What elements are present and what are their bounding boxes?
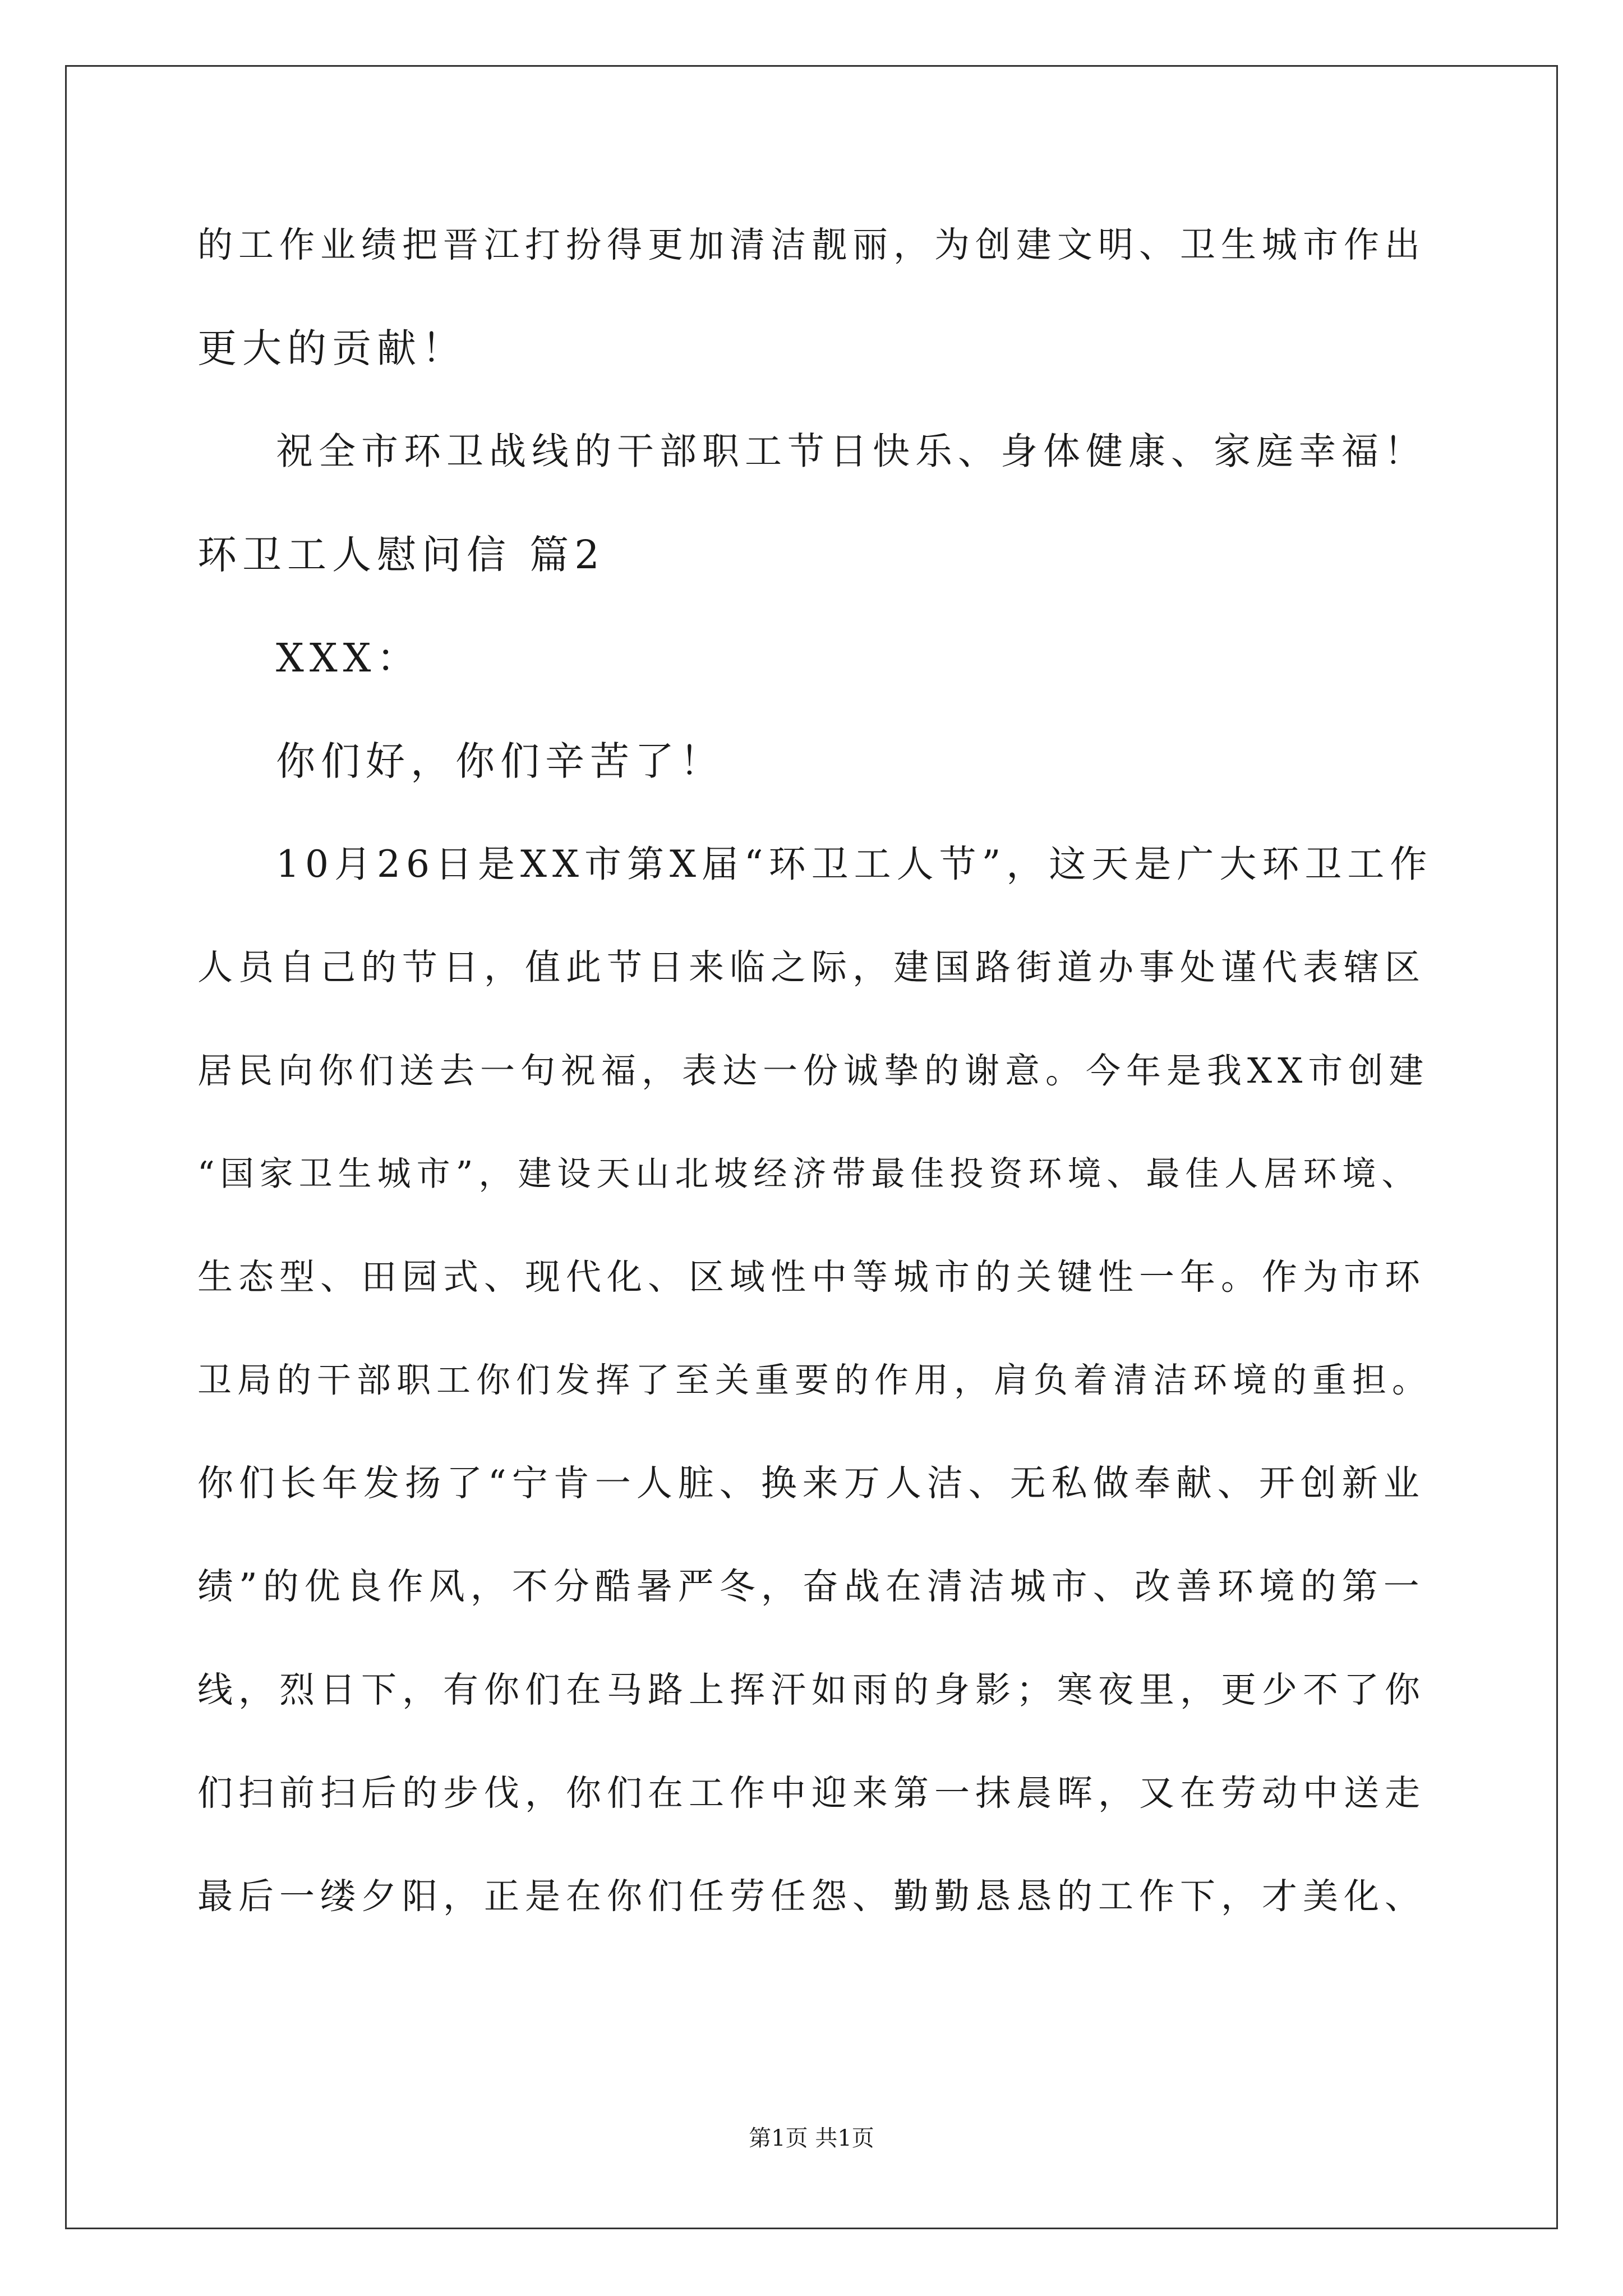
paragraph-line: 们扫前扫后的步伐，你们在工作中迎来第一抹晨晖，又在劳动中送走 bbox=[197, 1773, 1426, 1814]
paragraph-line: 最后一缕夕阳，正是在你们任劳任怨、勤勤恳恳的工作下，才美化、 bbox=[197, 1876, 1426, 1917]
salutation: XXX： bbox=[276, 635, 422, 681]
paragraph-line: 更大的贡献！ bbox=[197, 325, 467, 371]
paragraph-line: 线，烈日下，有你们在马路上挥汗如雨的身影；寒夜里，更少不了你 bbox=[197, 1669, 1426, 1710]
paragraph-line: 居民向你们送去一句祝福，表达一份诚挚的谢意。今年是我XX市创建 bbox=[197, 1050, 1430, 1091]
paragraph-line: 人员自己的节日，值此节日来临之际，建国路街道办事处谨代表辖区 bbox=[197, 947, 1426, 988]
paragraph-line: 生态型、田园式、现代化、区域性中等城市的关键性一年。作为市环 bbox=[197, 1257, 1426, 1297]
paragraph-line: 的工作业绩把晋江打扮得更加清洁靓丽，为创建文明、卫生城市作出 bbox=[197, 224, 1426, 265]
paragraph-line: 卫局的干部职工你们发挥了至关重要的作用，肩负着清洁环境的重担。 bbox=[197, 1360, 1432, 1400]
paragraph-line: 10月26日是XX市第X届“环卫工人节”，这天是广大环卫工作 bbox=[276, 843, 1433, 886]
paragraph-line: 祝全市环卫战线的干部职工节日快乐、身体健康、家庭幸福！ bbox=[276, 430, 1427, 473]
paragraph-line: 绩”的优良作风，不分酷暑严冬，奋战在清洁城市、改善环境的第一 bbox=[197, 1566, 1425, 1608]
greeting-line: 你们好，你们辛苦了！ bbox=[276, 738, 725, 784]
section-heading: 环卫工人慰问信 篇2 bbox=[197, 532, 605, 578]
page-footer: 第1页 共1页 bbox=[749, 2125, 874, 2151]
paragraph-line: “国家卫生城市”，建设天山北坡经济带最佳投资环境、最佳人居环境、 bbox=[197, 1154, 1421, 1194]
paragraph-line: 你们长年发扬了“宁肯一人脏、换来万人洁、无私做奉献、开创新业 bbox=[197, 1463, 1425, 1504]
